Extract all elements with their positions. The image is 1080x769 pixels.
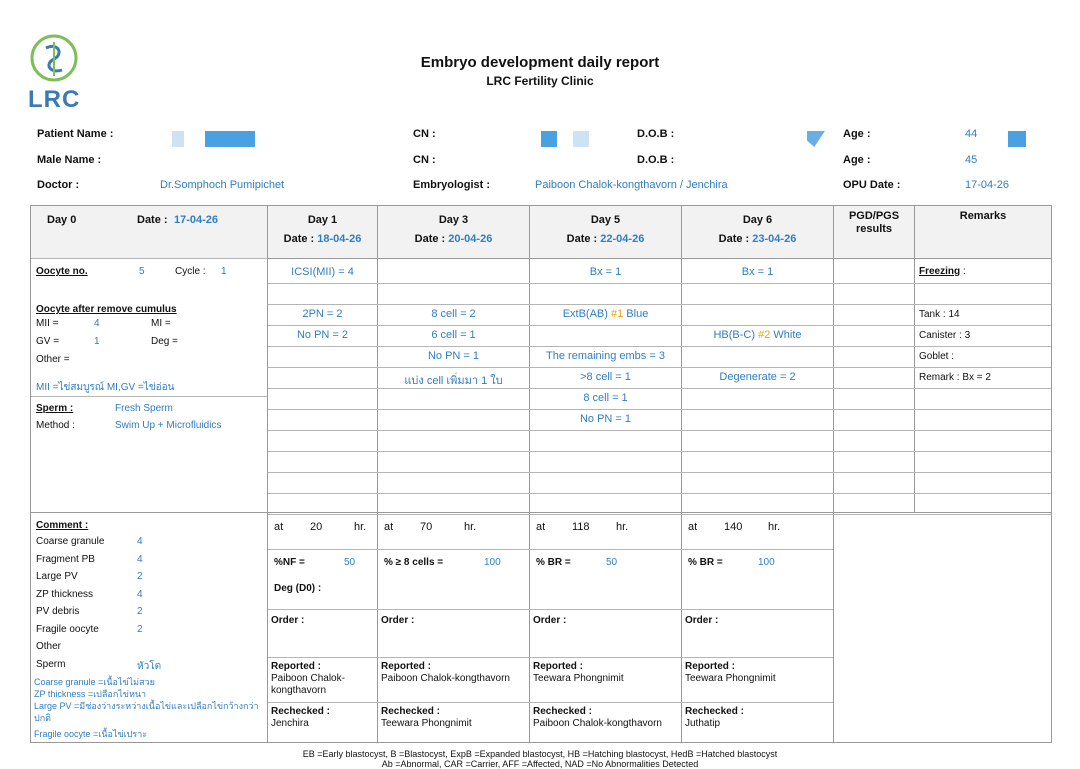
day5-date-row: Date : 22-04-26 bbox=[566, 233, 645, 245]
day1-date-row: Date : 18-04-26 bbox=[283, 233, 362, 245]
method-label: Method : bbox=[36, 420, 75, 431]
day1-cell: ICSI(MII) = 4 bbox=[291, 266, 354, 278]
day5-cell: >8 cell = 1 bbox=[580, 371, 631, 383]
report-title: Embryo development daily report bbox=[420, 54, 660, 71]
patient-name-label: Patient Name : bbox=[37, 128, 114, 140]
comment-item-label: PV debris bbox=[36, 606, 80, 617]
tank: Tank : 14 bbox=[919, 309, 960, 320]
reported-value: Teewara Phongnimit bbox=[533, 673, 624, 684]
other-label: Other = bbox=[36, 354, 70, 365]
comment-note: Fragile oocyte =เนื้อไข่เปราะ bbox=[34, 729, 148, 739]
comment-item-label: Fragment PB bbox=[36, 553, 95, 565]
metric-label: % BR = bbox=[688, 557, 723, 568]
day5-header: Day 5 bbox=[590, 214, 621, 226]
cycle-value: 1 bbox=[221, 266, 227, 277]
comment-item-value: 4 bbox=[137, 536, 143, 547]
day5-cell: 8 cell = 1 bbox=[583, 392, 628, 404]
day5-tag-color: Blue bbox=[623, 308, 649, 320]
divider bbox=[268, 609, 833, 610]
reported-value: Paiboon Chalok-kongthavorn bbox=[271, 673, 345, 696]
day1-date: 18-04-26 bbox=[317, 233, 362, 245]
divider bbox=[268, 657, 833, 658]
order-label: Order : bbox=[271, 615, 305, 626]
dob-label: D.O.B : bbox=[637, 128, 675, 140]
day3-cell: No PN = 1 bbox=[427, 350, 480, 362]
day3-cell: 8 cell = 2 bbox=[431, 308, 476, 320]
dob-label-2: D.O.B : bbox=[637, 154, 675, 166]
remark-bx: Remark : Bx = 2 bbox=[919, 372, 991, 383]
sperm-value: Fresh Sperm bbox=[115, 403, 173, 414]
doctor-label: Doctor : bbox=[37, 179, 80, 191]
comment-item-label: Sperm bbox=[36, 658, 66, 670]
rechecked-label: Rechecked : bbox=[271, 706, 330, 717]
mii-label: MII = bbox=[36, 318, 59, 329]
comment-item-label: Fragile oocyte bbox=[36, 623, 99, 635]
clinic-subtitle: LRC Fertility Clinic bbox=[486, 74, 594, 88]
day3-header: Day 3 bbox=[438, 214, 469, 226]
goblet: Goblet : bbox=[919, 351, 955, 362]
day6-cell: Degenerate = 2 bbox=[719, 371, 796, 383]
cn-label-2: CN : bbox=[413, 154, 436, 166]
reported-label: Reported : bbox=[271, 661, 321, 672]
age-redacted bbox=[1008, 131, 1026, 147]
day1-header: Day 1 bbox=[307, 214, 338, 226]
rechecked-label: Rechecked : bbox=[533, 706, 592, 717]
footer-legend-1: EB =Early blastocyst, B =Blastocyst, ExpB =Expanded blastocyst, HB =Hatching blastocyst, HedB =Hatched blastocyst bbox=[302, 749, 778, 759]
doctor-value: Dr.Somphoch Pumipichet bbox=[160, 179, 285, 191]
male-name-label: Male Name : bbox=[37, 154, 102, 166]
metric-value: 50 bbox=[344, 557, 356, 568]
comment-item-label: Other bbox=[36, 641, 62, 652]
footer-legend-2: Ab =Abnormal, CAR =Carrier, AFF =Affected, NAD =No Abnormalities Detected bbox=[381, 759, 699, 769]
at-label: at bbox=[384, 521, 394, 533]
at-label: at bbox=[536, 521, 546, 533]
patient-name-redacted bbox=[172, 131, 184, 147]
report-table bbox=[30, 205, 1052, 743]
gv-label: GV = bbox=[36, 336, 60, 347]
day3-cell: แบ่ง cell เพิ่มมา 1 ใบ bbox=[404, 375, 503, 387]
age-label: Age : bbox=[843, 128, 871, 140]
day3-date-row: Date : 20-04-26 bbox=[414, 233, 493, 245]
reported-value: Paiboon Chalok-kongthavorn bbox=[381, 673, 510, 684]
day5-tag: #1 bbox=[610, 308, 624, 320]
comment-item-label: Coarse granule bbox=[36, 536, 105, 547]
mii-value: 4 bbox=[94, 318, 100, 329]
divider bbox=[268, 702, 833, 703]
oocyte-no-label: Oocyte no. bbox=[36, 266, 88, 277]
day6-date: 23-04-26 bbox=[752, 233, 797, 245]
at-label: at bbox=[688, 521, 698, 533]
comment-item-value: หัวโต bbox=[137, 660, 162, 672]
logo-text: LRC bbox=[28, 86, 81, 113]
at-label: at bbox=[274, 521, 284, 533]
rechecked-label: Rechecked : bbox=[381, 706, 440, 717]
logo bbox=[28, 32, 88, 112]
day6-tag: #2 bbox=[758, 329, 771, 341]
comment-item-value: 2 bbox=[137, 623, 143, 635]
day3-cell: 6 cell = 1 bbox=[431, 329, 476, 341]
divider bbox=[268, 549, 833, 550]
rechecked-value: Paiboon Chalok-kongthavorn bbox=[533, 718, 662, 729]
metric-value: 50 bbox=[606, 557, 618, 568]
hour-value: 118 bbox=[572, 521, 590, 533]
freezing-line: Freezing : bbox=[919, 266, 966, 277]
order-label: Order : bbox=[533, 615, 567, 626]
rechecked-label: Rechecked : bbox=[685, 706, 744, 717]
remarks-header: Remarks bbox=[959, 210, 1007, 222]
embryologist-value: Paiboon Chalok-kongthavorn / Jenchira bbox=[535, 179, 728, 191]
day5-cell: ExtB(AB) #1 Blue bbox=[562, 308, 649, 320]
comment-item-label: Large PV bbox=[36, 571, 78, 582]
oocyte-legend: MII =ไข่สมบูรณ์ MI,GV =ไข่อ่อน bbox=[36, 382, 175, 393]
metric-value: 100 bbox=[484, 557, 501, 568]
age-value: 44 bbox=[965, 128, 978, 140]
freezing-label: Freezing bbox=[919, 266, 961, 277]
comment-note: Coarse granule =เนื้อไข่ไม่สวย bbox=[34, 677, 155, 687]
day5-date: 22-04-26 bbox=[600, 233, 645, 245]
cn-redacted-2 bbox=[573, 131, 589, 147]
dob-redacted bbox=[807, 131, 825, 147]
day6-cell: Bx = 1 bbox=[741, 266, 774, 278]
day1-cell: No PN = 2 bbox=[296, 329, 349, 341]
reported-label: Reported : bbox=[381, 661, 431, 672]
day6-tag-color: White bbox=[770, 329, 802, 341]
cn-redacted bbox=[541, 131, 557, 147]
day5-cell: No PN = 1 bbox=[579, 413, 632, 425]
day0-header: Day 0 bbox=[47, 214, 77, 226]
day6-header: Day 6 bbox=[742, 214, 773, 226]
day5-cell: The remaining embs = 3 bbox=[546, 350, 665, 362]
rechecked-value: Jenchira bbox=[271, 718, 309, 729]
rechecked-value: Teewara Phongnimit bbox=[381, 718, 472, 729]
deg-label: Deg = bbox=[151, 336, 178, 347]
opu-date-label: OPU Date : bbox=[843, 179, 901, 191]
opu-date-value: 17-04-26 bbox=[965, 179, 1010, 191]
day6-cell: HB(B-C) #2 White bbox=[713, 329, 802, 341]
canister: Canister : 3 bbox=[919, 330, 971, 341]
day6-date-row: Date : 23-04-26 bbox=[718, 233, 797, 245]
order-label: Order : bbox=[685, 615, 719, 626]
day1-cell: 2PN = 2 bbox=[302, 308, 343, 320]
patient-name-redacted-block bbox=[205, 131, 255, 147]
metric-label: % BR = bbox=[536, 557, 571, 568]
comment-item-value: 4 bbox=[137, 588, 143, 600]
embryologist-label: Embryologist : bbox=[413, 179, 491, 191]
day0-date-label: Date : bbox=[137, 214, 168, 226]
comment-note: Large PV =มีช่องว่างระหว่างเนื้อไข่และเปลือกไข่กว้างกว่าปกติ bbox=[34, 701, 259, 723]
hour-value: 20 bbox=[310, 521, 323, 533]
cycle-label: Cycle : bbox=[175, 266, 206, 277]
day3-date: 20-04-26 bbox=[448, 233, 493, 245]
cn-label: CN : bbox=[413, 128, 436, 140]
comment-item-value: 2 bbox=[137, 571, 143, 582]
logo-emblem-icon bbox=[28, 32, 80, 84]
after-cumulus-label: Oocyte after remove cumulus bbox=[36, 304, 177, 315]
comment-label: Comment : bbox=[36, 520, 89, 531]
comment-item-label: ZP thickness bbox=[36, 588, 94, 600]
hour-value: 70 bbox=[420, 521, 433, 533]
comment-note: ZP thickness =เปลือกไข่หนา bbox=[34, 689, 147, 699]
hr-label: hr. bbox=[354, 521, 367, 533]
reported-label: Reported : bbox=[685, 661, 735, 672]
comment-item-value: 4 bbox=[137, 553, 143, 565]
hr-label: hr. bbox=[768, 521, 781, 533]
sperm-label: Sperm : bbox=[36, 403, 74, 414]
pgd-header: PGD/PGS results bbox=[848, 210, 900, 235]
metric-label: %NF = bbox=[274, 557, 305, 568]
hr-label: hr. bbox=[616, 521, 629, 533]
hr-label: hr. bbox=[464, 521, 477, 533]
age-label-2: Age : bbox=[843, 154, 871, 166]
age-value-2: 45 bbox=[965, 154, 978, 166]
hour-value: 140 bbox=[724, 521, 743, 533]
order-label: Order : bbox=[381, 615, 415, 626]
day0-date: 17-04-26 bbox=[174, 214, 219, 226]
metric-label: % ≥ 8 cells = bbox=[384, 557, 444, 568]
method-value: Swim Up + Microfluidics bbox=[115, 420, 222, 431]
gv-value: 1 bbox=[94, 336, 100, 347]
mi-label: MI = bbox=[151, 318, 171, 329]
rechecked-value: Juthatip bbox=[685, 718, 721, 729]
deg-d0-label: Deg (D0) : bbox=[274, 583, 322, 594]
oocyte-no-value: 5 bbox=[139, 266, 145, 277]
comment-item-value: 2 bbox=[137, 606, 143, 617]
reported-value: Teewara Phongnimit bbox=[685, 673, 776, 684]
reported-label: Reported : bbox=[533, 661, 583, 672]
day5-cell: Bx = 1 bbox=[589, 266, 622, 278]
metric-value: 100 bbox=[758, 557, 775, 568]
